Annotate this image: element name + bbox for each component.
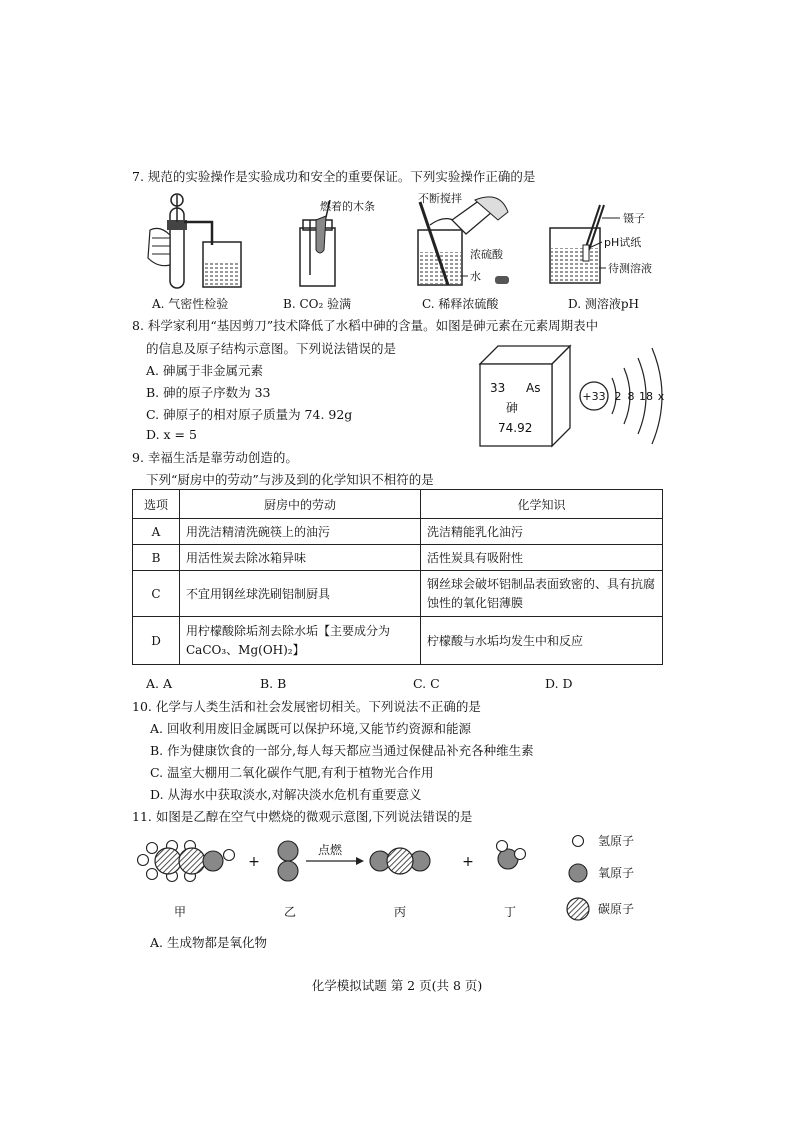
page-footer: 化学模拟试题 第 2 页(共 8 页) bbox=[311, 978, 483, 993]
q9-answer-d: D. D bbox=[545, 676, 573, 691]
row-knowledge: 活性炭具有吸附性 bbox=[421, 545, 663, 571]
label-conc-acid: 浓硫酸 bbox=[470, 248, 503, 261]
q8-option-c: C. 砷原子的相对原子质量为 74. 92g bbox=[146, 407, 353, 422]
plus-1: + bbox=[248, 854, 260, 870]
header-knowledge: 化学知识 bbox=[421, 490, 663, 519]
q8-stem-line2: 的信息及原子结构示意图。下列说法错误的是 bbox=[146, 341, 397, 356]
header-labor: 厨房中的劳动 bbox=[180, 490, 421, 519]
q11-reaction-figure bbox=[130, 826, 660, 930]
q9-stem-line2: 下列“厨房中的劳动”与涉及到的化学知识不相符的是 bbox=[146, 472, 434, 487]
q11-option-a: A. 生成物都是氧化物 bbox=[150, 935, 267, 950]
element-mass: 74.92 bbox=[498, 421, 533, 435]
q9-table bbox=[132, 489, 663, 665]
q7-stem: 7. 规范的实验操作是实验成功和安全的重要保证。下列实验操作正确的是 bbox=[132, 169, 536, 184]
q7-option-c: C. 稀释浓硫酸 bbox=[422, 297, 499, 311]
legend-oxygen: 氧原子 bbox=[598, 866, 635, 880]
shell-2: 8 bbox=[627, 390, 635, 403]
element-name: 砷 bbox=[506, 401, 519, 415]
element-number: 33 bbox=[490, 381, 506, 395]
q8-element-figure bbox=[478, 342, 670, 454]
q8-stem-line1: 8. 科学家利用“基因剪刀”技术降低了水稻中砷的含量。如图是砷元素在元素周期表中 bbox=[132, 318, 599, 333]
row-option: D bbox=[133, 617, 180, 665]
fig-d-measure-ph bbox=[550, 205, 652, 283]
label-burning-stick: 燃着的木条 bbox=[320, 200, 375, 213]
molecule-ding bbox=[497, 841, 526, 870]
reaction-condition: 点燃 bbox=[317, 843, 343, 857]
element-symbol: As bbox=[526, 381, 541, 395]
row-option: A bbox=[133, 519, 180, 545]
q7-option-d: D. 测溶液pH bbox=[568, 297, 639, 311]
label-ding: 丁 bbox=[503, 905, 517, 919]
label-water: 水 bbox=[470, 270, 481, 283]
shell-1: 2 bbox=[614, 390, 622, 403]
q10-option-c: C. 温室大棚用二氧化碳作气肥,有利于植物光合作用 bbox=[150, 765, 434, 780]
reaction-arrow bbox=[306, 842, 364, 865]
q7-option-b: B. CO₂ 验满 bbox=[283, 297, 352, 311]
legend-oxygen-icon bbox=[569, 864, 587, 882]
legend-carbon: 碳原子 bbox=[598, 902, 635, 916]
fig-a-airtightness bbox=[148, 194, 241, 288]
atom-structure bbox=[580, 348, 665, 444]
molecule-jia bbox=[138, 841, 235, 882]
row-labor: 用活性炭去除冰箱异味 bbox=[180, 545, 421, 571]
q9-answer-a: A. A bbox=[146, 676, 173, 691]
plus-2: + bbox=[462, 854, 474, 870]
label-jia: 甲 bbox=[173, 905, 187, 919]
row-labor: 用柠檬酸除垢剂去除水垢【主要成分为CaCO₃、Mg(OH)₂】 bbox=[180, 617, 421, 665]
row-labor: 不宜用钢丝球洗刷铝制厨具 bbox=[180, 571, 421, 617]
q9-answer-b: B. B bbox=[260, 676, 287, 691]
row-option: B bbox=[133, 545, 180, 571]
row-knowledge: 柠檬酸与水垢均发生中和反应 bbox=[421, 617, 663, 665]
q9-stem-line1: 9. 幸福生活是靠劳动创造的。 bbox=[132, 450, 298, 465]
row-option: C bbox=[133, 571, 180, 617]
atom-nucleus: +33 bbox=[582, 390, 606, 403]
q10-option-b: B. 作为健康饮食的一部分,每人每天都应当通过保健品补充各种维生素 bbox=[150, 743, 534, 758]
label-stir: 不断搅拌 bbox=[418, 192, 462, 205]
label-tweezers: 镊子 bbox=[623, 212, 645, 225]
shell-3: 18 bbox=[639, 390, 653, 403]
table-header-row bbox=[133, 490, 663, 519]
label-test-liquid: 待测溶液 bbox=[608, 262, 652, 275]
row-knowledge: 钢丝球会破坏铝制品表面致密的、具有抗腐蚀性的氧化铝薄膜 bbox=[421, 571, 663, 617]
row-labor: 用洗洁精清洗碗筷上的油污 bbox=[180, 519, 421, 545]
molecule-yi bbox=[278, 841, 298, 881]
q9-answer-c: C. C bbox=[413, 676, 440, 691]
table-row bbox=[133, 617, 663, 665]
q10-option-d: D. 从海水中获取淡水,对解决淡水危机有重要意义 bbox=[150, 787, 422, 802]
legend bbox=[567, 834, 634, 920]
fig-b-co2-test bbox=[300, 199, 375, 286]
legend-hydrogen-icon bbox=[573, 836, 584, 847]
legend-carbon-icon bbox=[567, 898, 589, 920]
label-yi: 乙 bbox=[283, 905, 297, 919]
legend-hydrogen: 氢原子 bbox=[598, 834, 635, 848]
label-ph-paper: pH试纸 bbox=[604, 236, 642, 249]
q7-figures bbox=[130, 190, 670, 295]
q8-option-a: A. 砷属于非金属元素 bbox=[146, 363, 263, 378]
table-row bbox=[133, 519, 663, 545]
element-cell bbox=[480, 346, 570, 446]
q10-stem: 10. 化学与人类生活和社会发展密切相关。下列说法不正确的是 bbox=[132, 699, 481, 714]
shell-4: x bbox=[657, 390, 665, 403]
q8-option-d: D. x = 5 bbox=[146, 427, 197, 442]
table-row bbox=[133, 571, 663, 617]
q11-stem: 11. 如图是乙醇在空气中燃烧的微观示意图,下列说法错误的是 bbox=[132, 809, 473, 824]
q10-option-a: A. 回收利用废旧金属既可以保护环境,又能节约资源和能源 bbox=[150, 721, 471, 736]
q8-option-b: B. 砷的原子序数为 33 bbox=[146, 385, 271, 400]
header-option: 选项 bbox=[133, 490, 180, 519]
label-bing: 丙 bbox=[393, 905, 407, 919]
q7-option-a: A. 气密性检验 bbox=[152, 297, 229, 311]
table-row bbox=[133, 545, 663, 571]
row-knowledge: 洗洁精能乳化油污 bbox=[421, 519, 663, 545]
fig-c-dilute-acid bbox=[418, 191, 509, 285]
molecule-bing bbox=[370, 848, 430, 874]
